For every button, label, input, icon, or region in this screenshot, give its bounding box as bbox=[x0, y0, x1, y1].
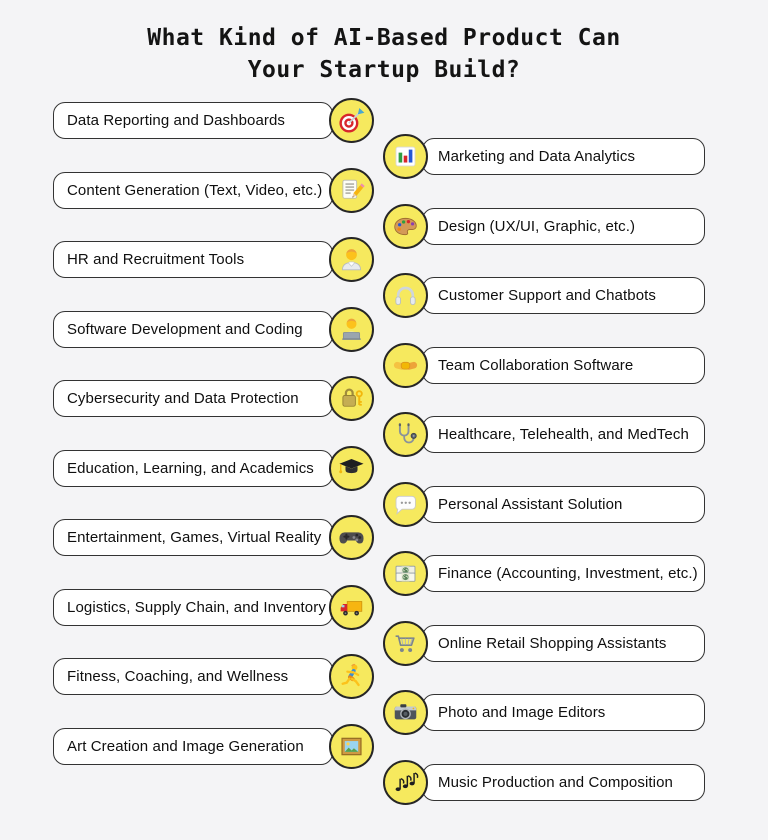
category-pill bbox=[53, 241, 333, 278]
page-title bbox=[0, 22, 768, 86]
delivery-truck-icon bbox=[329, 585, 374, 630]
category-pill bbox=[53, 519, 333, 556]
category-row bbox=[383, 486, 713, 523]
category-pill bbox=[422, 277, 705, 314]
category-pill bbox=[422, 764, 705, 801]
category-label: Logistics, Supply Chain, and Inventory bbox=[67, 598, 326, 616]
category-label: Marketing and Data Analytics bbox=[438, 148, 636, 165]
category-label: Healthcare, Telehealth, and MedTech bbox=[438, 426, 689, 443]
framed-picture-icon bbox=[329, 724, 374, 769]
category-label: HR and Recruitment Tools bbox=[67, 251, 245, 268]
category-label: Music Production and Composition bbox=[438, 773, 673, 791]
category-pill bbox=[53, 172, 333, 209]
category-pill bbox=[422, 347, 705, 384]
category-row bbox=[53, 519, 383, 556]
category-label: Customer Support and Chatbots bbox=[438, 287, 657, 304]
category-row bbox=[53, 102, 383, 139]
category-label: Online Retail Shopping Assistants bbox=[438, 634, 667, 652]
category-row bbox=[53, 658, 383, 695]
dart-target-icon bbox=[329, 98, 374, 143]
category-row bbox=[53, 311, 383, 348]
category-pill bbox=[53, 658, 333, 695]
category-row bbox=[383, 625, 713, 662]
category-row bbox=[383, 277, 713, 314]
category-pill bbox=[53, 380, 333, 417]
speech-balloon-icon bbox=[383, 482, 428, 527]
musical-notes-icon bbox=[383, 760, 428, 805]
artist-palette-icon bbox=[383, 204, 428, 249]
category-label: Team Collaboration Software bbox=[438, 356, 634, 374]
category-label: Entertainment, Games, Virtual Reality bbox=[67, 529, 322, 546]
category-pill bbox=[422, 486, 705, 523]
category-row bbox=[383, 138, 713, 175]
graduation-cap-icon bbox=[329, 446, 374, 491]
technologist-icon bbox=[329, 307, 374, 352]
category-label: Data Reporting and Dashboards bbox=[67, 112, 286, 129]
category-row bbox=[383, 764, 713, 801]
category-pill bbox=[53, 450, 333, 487]
category-label: Content Generation (Text, Video, etc.) bbox=[67, 181, 323, 199]
dollar-banknote-icon bbox=[383, 551, 428, 596]
category-pill bbox=[53, 589, 333, 626]
game-controller-icon bbox=[329, 515, 374, 560]
category-label: Cybersecurity and Data Protection bbox=[67, 390, 299, 407]
category-pill bbox=[422, 416, 705, 453]
memo-pencil-icon bbox=[329, 168, 374, 213]
category-pill bbox=[53, 102, 333, 139]
category-row bbox=[383, 555, 713, 592]
camera-icon bbox=[383, 690, 428, 735]
category-label: Finance (Accounting, Investment, etc.) bbox=[438, 565, 698, 582]
title-line-1: What Kind of AI-Based Product Can bbox=[147, 25, 621, 51]
bar-chart-icon bbox=[383, 134, 428, 179]
category-row bbox=[53, 380, 383, 417]
shopping-cart-icon bbox=[383, 621, 428, 666]
runner-icon bbox=[329, 654, 374, 699]
category-pill bbox=[422, 208, 705, 245]
category-row bbox=[383, 694, 713, 731]
category-row bbox=[53, 241, 383, 278]
category-pill bbox=[53, 728, 333, 765]
category-label: Education, Learning, and Academics bbox=[67, 459, 314, 477]
category-row bbox=[383, 416, 713, 453]
category-row bbox=[53, 728, 383, 765]
left-column bbox=[53, 102, 383, 797]
handshake-icon bbox=[383, 343, 428, 388]
right-column bbox=[383, 138, 713, 833]
category-label: Art Creation and Image Generation bbox=[67, 737, 304, 755]
stethoscope-icon bbox=[383, 412, 428, 457]
category-row bbox=[53, 172, 383, 209]
category-label: Personal Assistant Solution bbox=[438, 495, 623, 513]
category-label: Software Development and Coding bbox=[67, 320, 303, 338]
category-label: Photo and Image Editors bbox=[438, 704, 606, 721]
lock-with-key-icon bbox=[329, 376, 374, 421]
headphones-icon bbox=[383, 273, 428, 318]
category-pill bbox=[422, 555, 705, 592]
category-label: Design (UX/UI, Graphic, etc.) bbox=[438, 217, 636, 235]
category-row bbox=[53, 589, 383, 626]
category-row bbox=[53, 450, 383, 487]
category-pill bbox=[422, 625, 705, 662]
category-pill bbox=[422, 694, 705, 731]
category-label: Fitness, Coaching, and Wellness bbox=[67, 668, 289, 685]
office-worker-icon bbox=[329, 237, 374, 282]
title-line-2: Your Startup Build? bbox=[247, 57, 521, 83]
category-pill bbox=[53, 311, 333, 348]
category-pill bbox=[422, 138, 705, 175]
category-row bbox=[383, 208, 713, 245]
category-row bbox=[383, 347, 713, 384]
